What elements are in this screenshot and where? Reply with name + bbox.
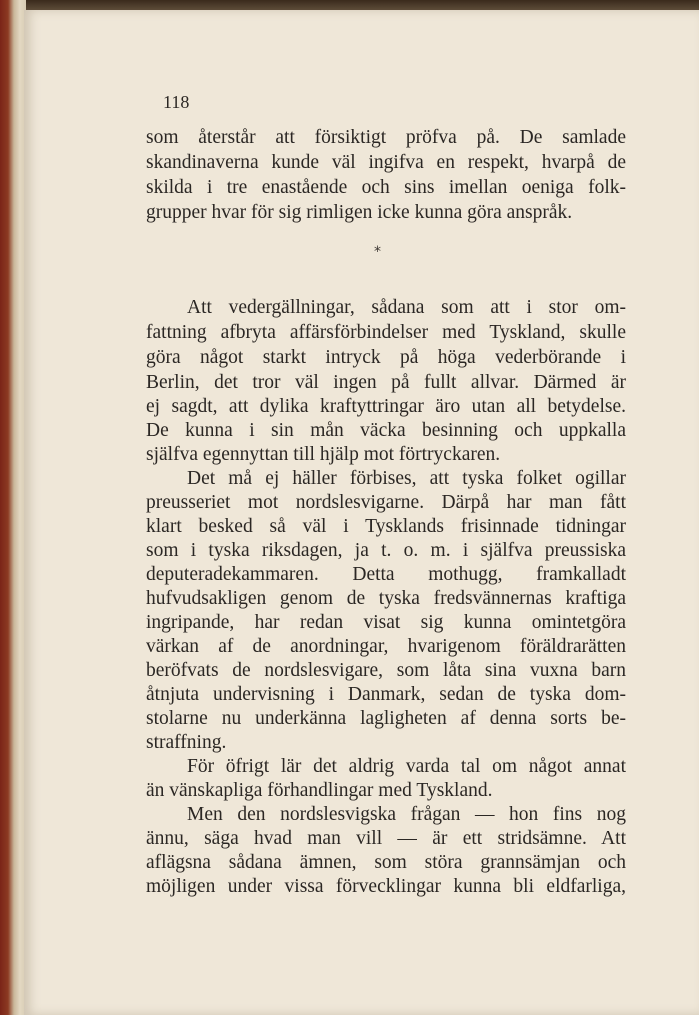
text-line: deputeradekammaren. Detta mothugg, framkalladt [146,564,626,585]
text-line: De kunna i sin mån väcka besinning och uppkalla [146,420,626,441]
text-line: aflägsna sådana ämnen, som störa grannsämjan och [146,852,626,873]
text-line: som i tyska riksdagen, ja t. o. m. i själfva preussiska [146,540,626,561]
text-line: För öfrigt lär det aldrig varda tal om något annat [187,756,626,777]
text-line: grupper hvar för sig rimligen icke kunna göra anspråk. [146,202,573,223]
text-line: straffning. [146,732,227,753]
text-line: Det må ej häller förbises, att tyska folket ogillar [187,468,626,489]
text-line: själfva egennyttan till hjälp mot förtryckaren. [146,444,501,465]
text-line: Men den nordslesvigska frågan — hon fins nog [187,804,626,825]
section-separator: * [374,244,381,260]
text-line: Att vedergällningar, sådana som att i stor om- [187,297,626,318]
page-number: 118 [163,92,190,112]
text-line: skilda i tre enastående och sins imellan oeniga folk- [146,177,626,198]
text-line: fattning afbryta affärsförbindelser med Tyskland, skulle [146,322,626,343]
text-line: ingripande, har redan visat sig kunna omintetgöra [146,612,626,633]
text-line: beröfvats de nordslesvigare, som låta sina vuxna barn [146,660,626,681]
text-line: skandinaverna kunde väl ingifva en respekt, hvarpå de [146,152,626,173]
text-line: ej sagdt, att dylika kraftyttringar äro utan all betydelse. [146,396,626,417]
text-line: Berlin, det tror väl ingen på fullt allvar. Därmed är [146,372,626,393]
text-line: klart besked så väl i Tysklands frisinnade tidningar [146,516,626,537]
text-line: göra något starkt intryck på höga vederbörande i [146,347,626,368]
text-line: stolarne nu underkänna lagligheten af denna sorts be- [146,708,626,729]
text-line: möjligen under vissa förvecklingar kunna bli eldfarliga, [146,876,626,897]
text-line: preusseriet mot nordslesvigarne. Därpå har man fått [146,492,626,513]
text-line: åtnjuta undervisning i Danmark, sedan de tyska dom- [146,684,626,705]
text-line: som återstår att försiktigt pröfva på. De samlade [146,127,626,148]
text-line: ännu, säga hvad man vill — är ett stridsämne. Att [146,828,626,849]
text-line: än vänskapliga förhandlingar med Tyskland. [146,780,493,801]
text-line: hufvudsakligen genom de tyska fredsvännernas kraftiga [146,588,626,609]
text-line: värkan af de anordningar, hvarigenom föräldrarätten [146,636,626,657]
